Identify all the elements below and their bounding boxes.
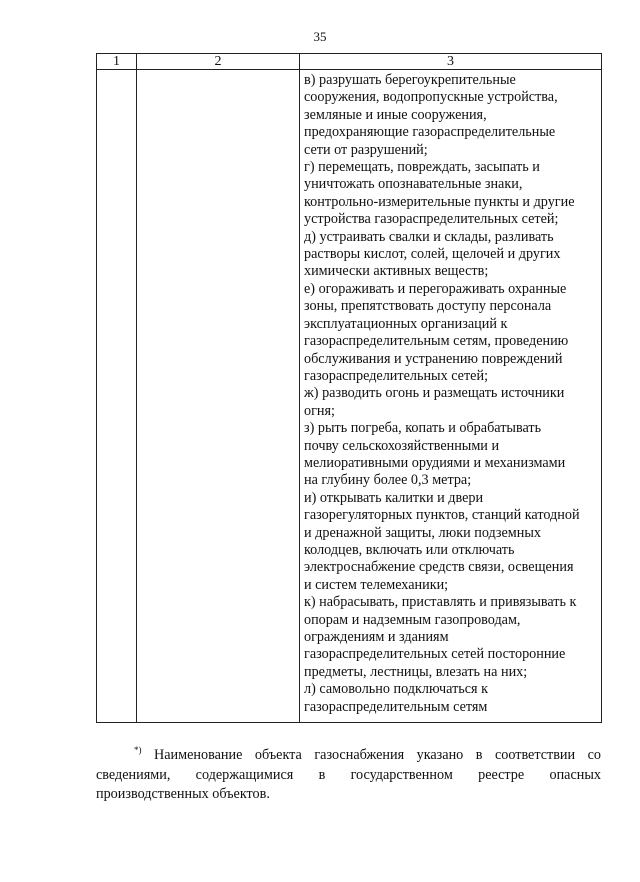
content-line: растворы кислот, солей, щелочей и других <box>304 246 561 263</box>
content-line: на глубину более 0,3 метра; <box>304 472 472 489</box>
content-line: ограждениям и зданиям <box>304 629 449 645</box>
footnote-line: сведениями, содержащимися в государственном реестре опасных <box>96 766 601 783</box>
content-line: огня; <box>304 402 335 419</box>
table-cell-col3 <box>300 70 602 723</box>
content-line: газорегуляторных пунктов, станций катодной <box>304 507 580 524</box>
table-cell-col1 <box>97 70 137 723</box>
content-line: земляные и иные сооружения, <box>304 106 487 123</box>
table-row <box>97 70 602 723</box>
content-line: почву сельскохозяйственными и <box>304 437 500 454</box>
content-line: устройства газораспределительных сетей; <box>304 211 559 228</box>
content-line: контрольно-измерительные пункты и другие <box>304 193 575 210</box>
column-header-3: 3 <box>300 54 602 70</box>
content-line: газораспределительных сетей посторонние <box>304 646 566 663</box>
content-line: газораспределительным сетям, проведению <box>304 333 569 350</box>
content-line: в) разрушать берегоукрепительные <box>304 72 516 88</box>
content-line: л) самовольно подключаться к <box>304 681 489 698</box>
footnote-text: Наименование объекта газоснабжения указано в соответствии со <box>154 747 601 763</box>
content-line: з) рыть погреба, копать и обрабатывать <box>304 420 542 437</box>
content-line: опорам и надземным газопроводам, <box>304 611 521 628</box>
footnote-marker: *) <box>134 745 142 755</box>
content-line: д) устраивать свалки и склады, разливать <box>304 228 554 245</box>
footnote <box>96 741 601 805</box>
table-header-row <box>97 54 602 70</box>
column-header-1: 1 <box>97 54 137 70</box>
table-cell-col2 <box>137 70 300 723</box>
content-line: уничтожать опознавательные знаки, <box>304 176 523 193</box>
page-number: 35 <box>313 29 327 44</box>
content-line: химически активных веществ; <box>304 263 489 280</box>
column-header-2: 2 <box>137 54 300 70</box>
footnote-line: производственных объектов. <box>96 786 270 802</box>
content-line: и дренажной защиты, люки подземных <box>304 524 541 541</box>
content-line: обслуживания и устранению повреждений <box>304 350 563 367</box>
content-line: сети от разрушений; <box>304 141 428 158</box>
content-line: газораспределительных сетей; <box>304 367 489 384</box>
content-line: е) огораживать и перегораживать охранные <box>304 280 567 297</box>
content-line: предметы, лестницы, влезать на них; <box>304 663 528 680</box>
content-line: колодцев, включать или отключать <box>304 541 515 558</box>
content-line: электроснабжение средств связи, освещения <box>304 559 574 576</box>
footnote-line <box>96 741 601 766</box>
content-line: сооружения, водопропускные устройства, <box>304 89 558 106</box>
content-line: г) перемещать, повреждать, засыпать и <box>304 159 540 176</box>
content-line: мелиоративными орудиями и механизмами <box>304 454 566 471</box>
content-line: к) набрасывать, приставлять и привязывать к <box>304 594 577 611</box>
content-line: зоны, препятствовать доступу персонала <box>304 298 552 315</box>
content-line: предохраняющие газораспределительные <box>304 124 556 141</box>
content-line: газораспределительным сетям <box>304 698 488 715</box>
content-line: и) открывать калитки и двери <box>304 489 484 506</box>
requirements-table <box>96 53 602 723</box>
content-line: и систем телемеханики; <box>304 576 449 593</box>
content-line: эксплуатационных организаций к <box>304 315 508 332</box>
content-line: ж) разводить огонь и размещать источники <box>304 385 565 402</box>
